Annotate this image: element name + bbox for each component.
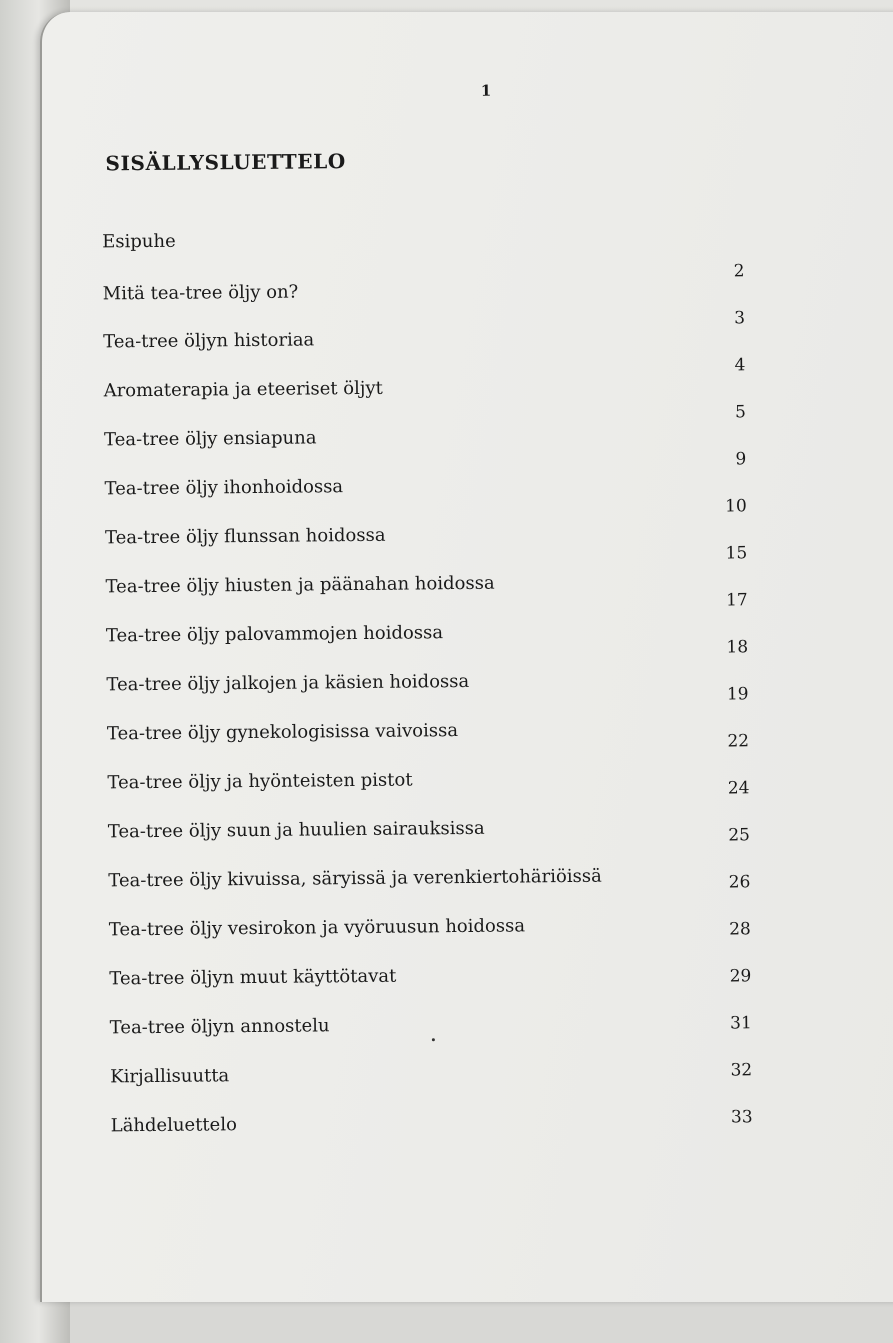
toc-entry-title: Aromaterapia ja eteeriset öljyt [103,377,383,402]
toc-entry-title: Tea-tree öljy ensiapuna [104,427,317,451]
toc-entry-page: 18 [726,637,749,658]
toc-entry-page: 15 [725,543,748,564]
toc-entry-page: 4 [734,355,746,376]
toc-entry-page: 32 [730,1060,753,1081]
toc-entry-page: 24 [727,778,750,799]
toc-entry-page: 3 [734,308,746,329]
toc-entry-page: 28 [729,919,751,940]
toc-entry-title: Tea-tree öljy ja hyönteisten pistot [107,769,413,794]
toc-entry-page: 25 [728,825,751,846]
ink-speck [432,1038,435,1041]
toc-entry-title: Kirjallisuutta [110,1065,230,1088]
page-content [42,4,893,1302]
toc-list [42,4,893,1302]
toc-entry-page: 19 [726,684,749,705]
document-page [40,12,893,1302]
page-number: 1 [480,81,492,100]
toc-entry-page: 2 [733,261,745,282]
toc-entry-title: Tea-tree öljy jalkojen ja käsien hoidossa [106,670,470,696]
toc-entry-page: 5 [734,402,746,423]
toc-entry-page: 9 [735,449,747,470]
toc-entry-title: Tea-tree öljy ihonhoidossa [104,476,344,500]
toc-entry-title: Tea-tree öljyn historiaa [103,329,315,353]
toc-entry-title: Tea-tree öljy suun ja huulien sairauksissa [107,817,485,843]
toc-entry-page: 31 [730,1013,752,1034]
toc-entry-page: 22 [727,731,750,752]
toc-entry-title: Lähdeluettelo [110,1114,237,1137]
toc-entry-title: Tea-tree öljyn annostelu [109,1015,330,1039]
toc-entry-title: Mitä tea-tree öljy on? [102,281,299,305]
toc-entry-page: 26 [728,872,751,893]
page-title: SISÄLLYSLUETTELO [105,149,346,176]
toc-entry-title: Tea-tree öljy gynekologisissa vaivoissa [106,720,459,745]
toc-entry-page: 33 [730,1107,753,1128]
toc-entry-title: Tea-tree öljy vesirokon ja vyöruusun hoidossa [108,915,526,941]
toc-entry-title: Esipuhe [102,230,176,253]
toc-entry-title: Tea-tree öljy hiusten ja päänahan hoidossa [105,572,495,598]
toc-entry-title: Tea-tree öljy flunssan hoidossa [104,524,386,549]
toc-entry-title: Tea-tree öljyn muut käyttötavat [109,965,397,990]
toc-entry-page: 29 [729,966,752,987]
toc-entry-page: 17 [725,590,748,611]
toc-entry-page: 10 [725,496,747,517]
toc-entry-title: Tea-tree öljy kivuissa, säryissä ja verenkiertohäriöissä [108,865,602,892]
toc-entry-title: Tea-tree öljy palovammojen hoidossa [105,622,444,647]
